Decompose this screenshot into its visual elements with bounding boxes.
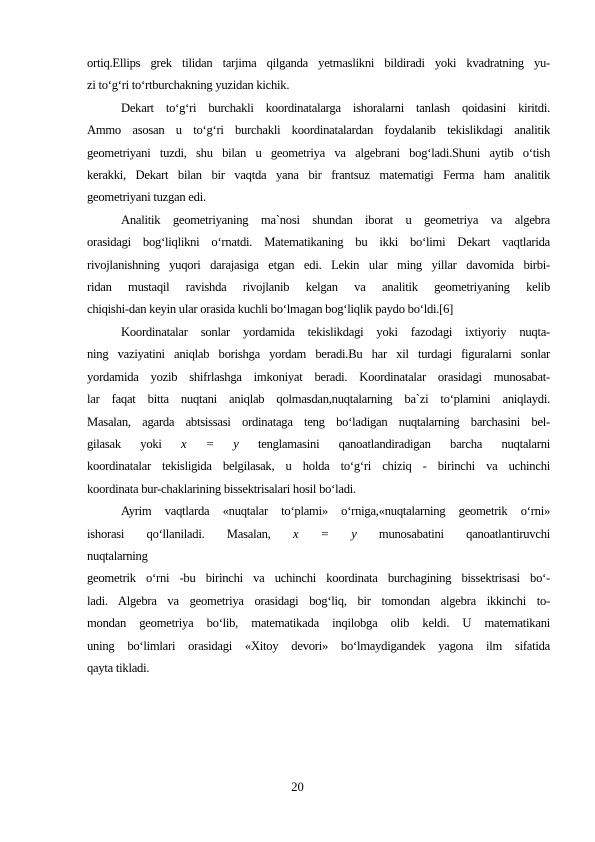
text-line: nuqtalarning bbox=[87, 548, 148, 563]
paragraph bbox=[87, 500, 550, 567]
paragraph bbox=[87, 97, 550, 209]
text-line: geometriyani tuzgan edi. bbox=[87, 190, 206, 205]
paragraph bbox=[87, 209, 550, 321]
text-line: Ammo asosan u to‘g‘ri burchakli koordinatalardan foydalanib tekislikdagi analitik bbox=[87, 123, 550, 138]
text-line: koordinatalar tekisligida belgilasak, u holda to‘g‘ri chiziq - birinchi va uchinchi bbox=[87, 459, 550, 474]
paragraph bbox=[87, 52, 550, 97]
text-line: Koordinatalar sonlar yordamida tekislikdagi yoki fazodagi ixtiyoriy nuqta- bbox=[121, 324, 550, 339]
text-line: lar faqat bitta nuqtani aniqlab qolmasdan,nuqtalarning ba`zi to‘plamini aniqlaydi. bbox=[87, 392, 550, 407]
text-line: ridan mustaqil ravishda rivojlanib kelgan va analitik geometriyaning kelib bbox=[87, 280, 550, 295]
text-line: chiqishi-dan keyin ular orasida kuchli bo‘lmagan bog‘liqlik paydo bo‘ldi.[6] bbox=[87, 302, 454, 317]
text-line: mondan geometriya bo‘lib, matematikada inqilobga olib keldi. U matematikani bbox=[87, 616, 550, 631]
text-body bbox=[87, 52, 550, 679]
text-line: yordamida yozib shifrlashga imkoniyat beradi. Koordinatalar orasidagi munosabat- bbox=[87, 369, 550, 384]
text-line: Dekart to‘g‘ri burchakli koordinatalarga ishoralarni tanlash qoidasini kiritdi. bbox=[121, 100, 550, 115]
text-line: koordinata bur-chaklarining bissektrisalari hosil bo‘ladi. bbox=[87, 481, 356, 496]
text-line: Ayrim vaqtlarda «nuqtalar to‘plami» o‘rniga,«nuqtalarning geometrik o‘rni» bbox=[121, 504, 550, 519]
text-line: orasidagi bog‘liqlikni o‘rnatdi. Matematikaning bu ikki bo‘limi Dekart vaqtlarida bbox=[87, 235, 550, 250]
math-expression: x = y bbox=[181, 436, 239, 451]
text-line: uning bo‘limlari orasidagi «Xitoy devori» bo‘lmaydigandek yagona ilm sifatida bbox=[87, 638, 550, 653]
text-line: geometriyani tuzdi, shu bilan u geometriya va algebrani bog‘ladi.Shuni aytib o‘tish bbox=[87, 145, 550, 160]
text-line: Analitik geometriyaning ma`nosi shundan iborat u geometriya va algebra bbox=[121, 212, 550, 227]
text-line: qayta tikladi. bbox=[87, 660, 150, 675]
text-line: ning vaziyatini aniqlab borishga yordam beradi.Bu har xil turdagi figuralarni sonlar bbox=[87, 347, 550, 362]
text-line: geometrik o‘rni -bu birinchi va uchinchi koordinata burchagining bissektrisasi bo‘- bbox=[87, 571, 550, 586]
paragraph bbox=[87, 567, 550, 679]
text-line: zi to‘g‘ri to‘rtburchakning yuzidan kichik. bbox=[87, 78, 290, 93]
text-line: rivojlanishning yuqori darajasiga etgan edi. Lekin ular ming yillar davomida birbi- bbox=[87, 257, 550, 272]
math-expression: x = y bbox=[292, 526, 357, 541]
page-number: 20 bbox=[291, 780, 304, 794]
text-line: ladi. Algebra va geometriya orasidagi bog‘liq, bir tomondan algebra ikkinchi to- bbox=[87, 593, 550, 608]
paragraph bbox=[87, 321, 550, 500]
text-line: ishorasi qo‘llaniladi. Masalan, x = y munosabatini qanoatlantiruvchi bbox=[87, 526, 550, 541]
text-line: ortiq.Ellips grek tilidan tarjima qilganda yetmaslikni bildiradi yoki kvadratning yu- bbox=[87, 56, 550, 70]
text-line: gilasak yoki x = y tenglamasini qanoatlandiradigan barcha nuqtalarni bbox=[87, 436, 551, 451]
text-line: kerakki, Dekart bilan bir vaqtda yana bir frantsuz matematigi Ferma ham analitik bbox=[87, 168, 550, 183]
text-line: Masalan, agarda abtsissasi ordinataga teng bo‘ladigan nuqtalarning barchasini bel- bbox=[87, 414, 550, 429]
